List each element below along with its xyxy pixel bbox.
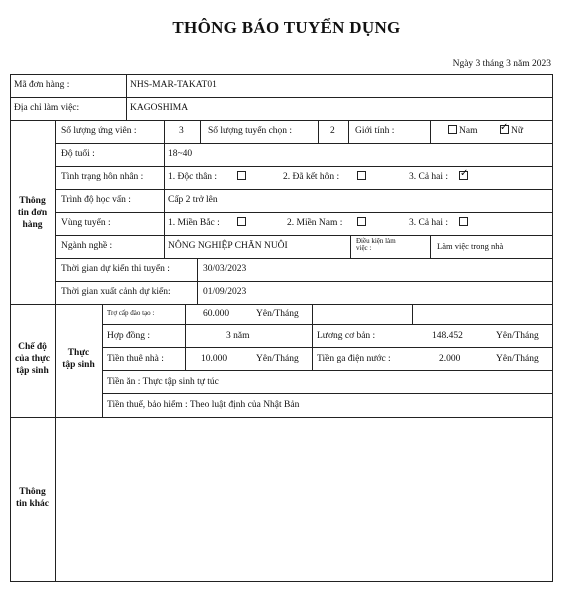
other-info-area[interactable] — [56, 418, 552, 581]
workplace-value: KAGOSHIMA — [130, 103, 189, 113]
salary-unit: Yên/Tháng — [496, 331, 539, 341]
education-label: Trình độ học vấn : — [61, 195, 131, 205]
check-mark-icon: ✓ — [460, 168, 469, 179]
salary-label: Lương cơ bản : — [317, 331, 376, 341]
region-both-checkbox[interactable] — [459, 217, 468, 226]
order-code-value: NHS-MAR-TAKAT01 — [130, 80, 217, 90]
work-condition-label: Điều kiện làm việc : — [356, 237, 396, 253]
marital-single-label: 1. Độc thân : — [168, 172, 218, 182]
intern-subsection-label: Thực tập sinh — [62, 348, 95, 370]
marital-married-checkbox[interactable] — [357, 171, 366, 180]
selected-label: Số lượng tuyển chọn : — [208, 126, 293, 136]
contract-value: 3 năm — [226, 331, 250, 341]
utility-value: 2.000 — [439, 354, 461, 364]
gender-male-label: Nam — [459, 126, 478, 136]
order-section-label: Thông tin đơn hàng — [17, 196, 48, 230]
applicants-value: 3 — [179, 126, 184, 136]
gender-male-checkbox[interactable] — [448, 125, 457, 134]
selected-value: 2 — [330, 126, 335, 136]
other-section-label: Thông tin khác — [16, 487, 49, 509]
training-allowance-unit: Yên/Tháng — [256, 309, 299, 319]
tax-insurance-text: Tiền thuế, bảo hiểm : Theo luật định của Nhật Bản — [107, 400, 300, 410]
meals-text: Tiền ăn : Thực tập sinh tự túc — [107, 377, 219, 387]
marital-both-label: 3. Cả hai : — [409, 172, 449, 182]
region-both-label: 3. Cả hai : — [409, 218, 449, 228]
applicants-label: Số lượng ứng viên : — [61, 126, 137, 136]
utility-unit: Yên/Tháng — [496, 354, 539, 364]
age-value: 18~40 — [168, 149, 193, 159]
work-condition-value: Làm việc trong nhà — [437, 241, 504, 251]
job-value: NÔNG NGHIỆP CHĂN NUÔI — [168, 241, 288, 251]
marital-label: Tình trạng hôn nhân : — [61, 172, 144, 182]
region-north-checkbox[interactable] — [237, 217, 246, 226]
marital-single-checkbox[interactable] — [237, 171, 246, 180]
exam-date-value: 30/03/2023 — [203, 264, 247, 274]
job-label: Ngành nghề : — [61, 241, 113, 251]
rent-unit: Yên/Tháng — [256, 354, 299, 364]
region-south-label: 2. Miền Nam : — [287, 218, 343, 228]
page-title: THÔNG BÁO TUYỂN DỤNG — [172, 18, 401, 37]
region-label: Vùng tuyển : — [61, 218, 111, 228]
salary-value: 148.452 — [432, 331, 463, 341]
education-value: Cấp 2 trở lên — [168, 195, 218, 205]
training-allowance-value: 60.000 — [203, 309, 230, 319]
rent-value: 10.000 — [201, 354, 228, 364]
region-south-checkbox[interactable] — [357, 217, 366, 226]
departure-date-value: 01/09/2023 — [203, 287, 247, 297]
departure-date-label: Thời gian xuất cảnh dự kiến: — [61, 287, 171, 297]
age-label: Độ tuổi : — [61, 149, 95, 159]
gender-label: Giới tính : — [355, 126, 395, 136]
marital-married-label: 2. Đã kết hôn : — [283, 172, 340, 182]
training-allowance-label: Trợ cấp đào tạo : — [107, 309, 155, 317]
order-code-label: Mã đơn hàng : — [14, 80, 70, 90]
document-date: Ngày 3 tháng 3 năm 2023 — [452, 59, 551, 69]
region-north-label: 1. Miền Bắc : — [168, 218, 220, 228]
regime-section-label: Chế độ của thực tập sinh — [15, 342, 50, 376]
check-mark-icon: ✓ — [500, 122, 509, 133]
rent-label: Tiền thuê nhà : — [107, 354, 164, 364]
contract-label: Hợp đồng : — [107, 331, 151, 341]
gender-female-label: Nữ — [511, 126, 524, 136]
workplace-label: Địa chỉ làm việc: — [14, 103, 80, 113]
utility-label: Tiền ga điện nước : — [317, 354, 391, 364]
exam-date-label: Thời gian dự kiến thi tuyển : — [61, 264, 170, 274]
